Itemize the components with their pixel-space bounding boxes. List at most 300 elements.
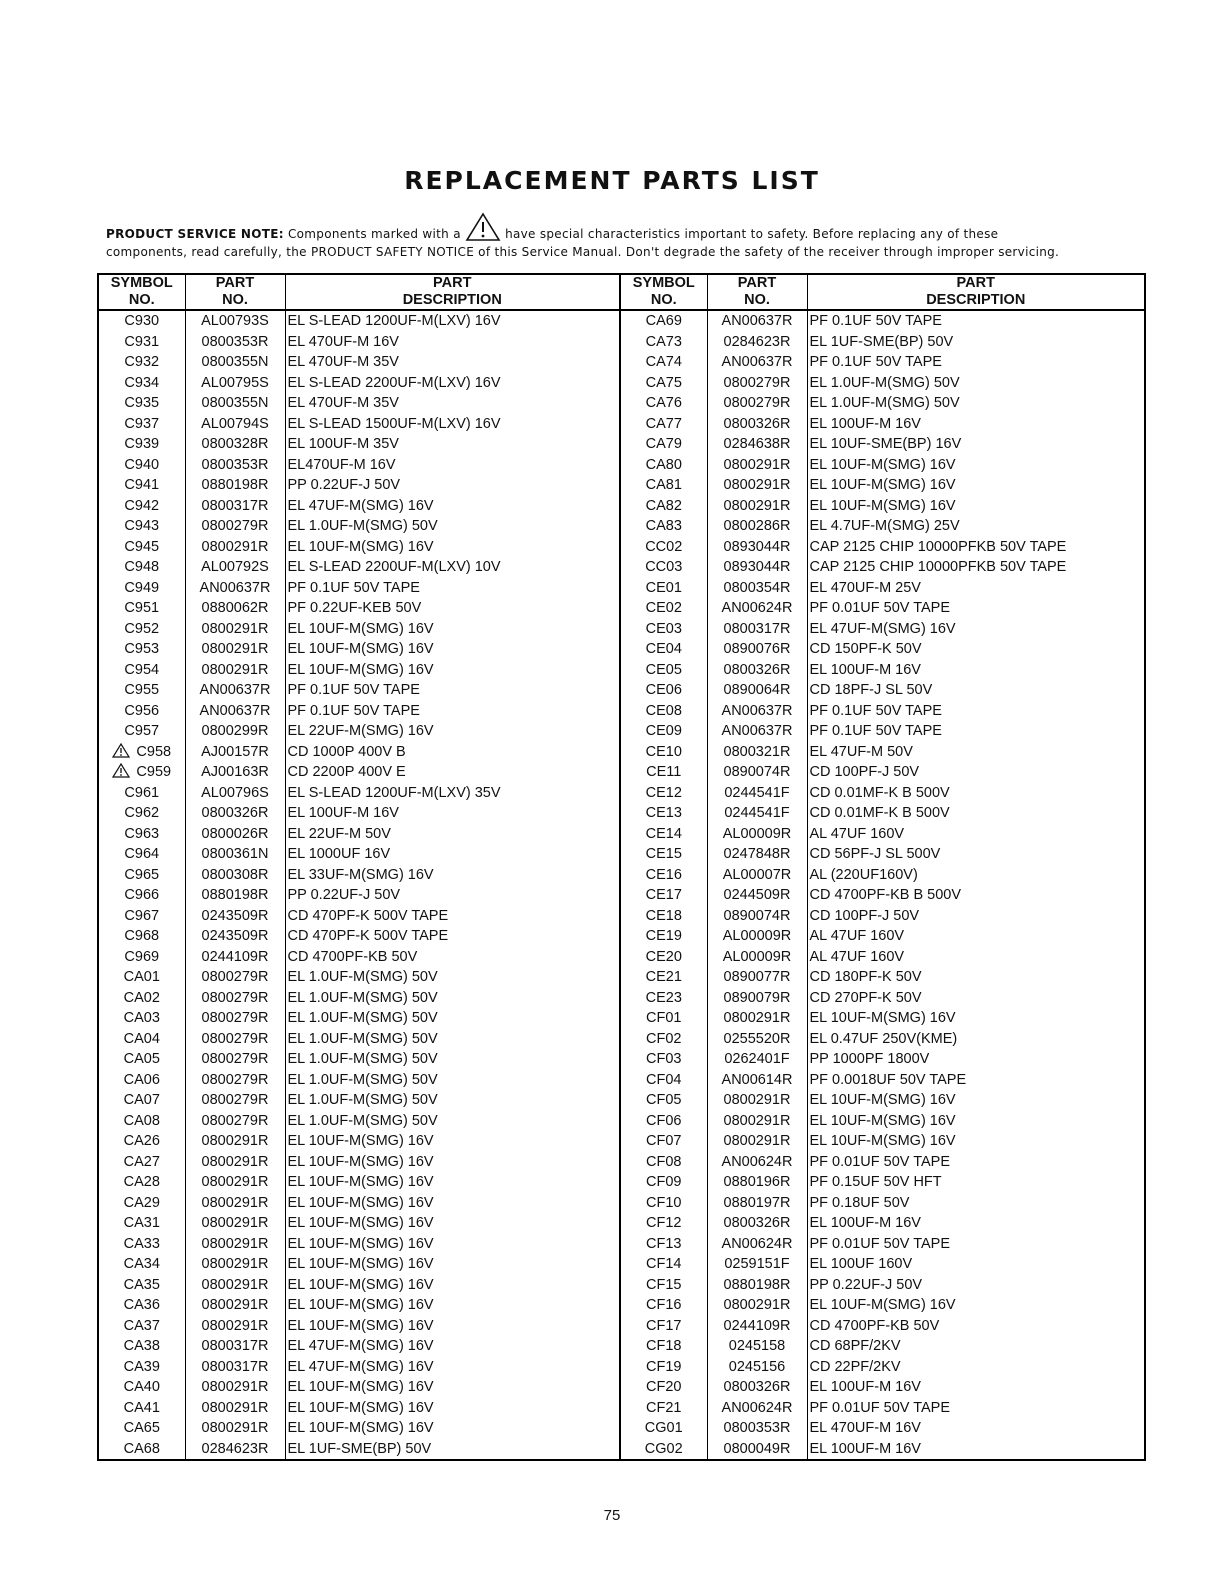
table-row	[98, 639, 1145, 660]
table-row	[98, 1398, 1145, 1419]
cell-part-no: 0284638R	[707, 434, 807, 455]
cell-description: PP 1000PF 1800V	[807, 1049, 1145, 1070]
cell-symbol: CE15	[620, 844, 707, 865]
cell-symbol	[98, 1008, 185, 1029]
note-line-1	[106, 212, 1156, 243]
symbol-no: CA35	[123, 1276, 160, 1293]
header-partno-line2: NO.	[222, 292, 248, 308]
cell-symbol	[98, 1172, 185, 1193]
symbol-no: C932	[124, 354, 160, 371]
cell-description: EL 100UF-M 35V	[285, 434, 620, 455]
table-row	[98, 475, 1145, 496]
cell-symbol	[98, 557, 185, 578]
header-symbol-line2: NO.	[128, 292, 155, 308]
cell-symbol: CE09	[620, 721, 707, 742]
cell-symbol	[98, 701, 185, 722]
symbol-no: C951	[124, 600, 160, 617]
table-row	[98, 1357, 1145, 1378]
cell-symbol	[98, 1439, 185, 1461]
cell-symbol: CE12	[620, 783, 707, 804]
cell-description: EL 1.0UF-M(SMG) 50V	[285, 1029, 620, 1050]
cell-description: EL 10UF-M(SMG) 16V	[807, 1008, 1145, 1029]
table-row	[98, 844, 1145, 865]
header-desc-line2: DESCRIPTION	[926, 292, 1026, 308]
cell-symbol: CA73	[620, 332, 707, 353]
cell-part-no: 0800279R	[185, 516, 285, 537]
header-desc-line1: PART	[956, 275, 995, 291]
cell-part-no: 0245158	[707, 1336, 807, 1357]
cell-description: EL 100UF-M 16V	[807, 1377, 1145, 1398]
cell-description: PP 0.22UF-J 50V	[285, 885, 620, 906]
cell-description: EL S-LEAD 1200UF-M(LXV) 35V	[285, 783, 620, 804]
table-row	[98, 1152, 1145, 1173]
cell-part-no: AL00794S	[185, 414, 285, 435]
cell-part-no: 0800291R	[707, 496, 807, 517]
cell-description: PF 0.1UF 50V TAPE	[807, 352, 1145, 373]
cell-symbol	[98, 988, 185, 1009]
cell-part-no: AL00009R	[707, 926, 807, 947]
cell-symbol	[98, 1213, 185, 1234]
cell-part-no: 0880198R	[185, 885, 285, 906]
cell-part-no: 0890079R	[707, 988, 807, 1009]
cell-part-no: 0800354R	[707, 578, 807, 599]
cell-part-no: AJ00157R	[185, 742, 285, 763]
cell-description: EL 100UF-M 16V	[807, 414, 1145, 435]
cell-description: CD 150PF-K 50V	[807, 639, 1145, 660]
cell-symbol: CF04	[620, 1070, 707, 1091]
cell-description: EL 10UF-M(SMG) 16V	[285, 1234, 620, 1255]
cell-symbol	[98, 496, 185, 517]
cell-part-no: 0800291R	[185, 1275, 285, 1296]
cell-symbol	[98, 1295, 185, 1316]
cell-part-no: 0800291R	[707, 1131, 807, 1152]
cell-symbol	[98, 660, 185, 681]
cell-symbol: CF12	[620, 1213, 707, 1234]
cell-description: EL 10UF-M(SMG) 16V	[285, 1275, 620, 1296]
cell-symbol	[98, 844, 185, 865]
cell-description: EL 1.0UF-M(SMG) 50V	[285, 967, 620, 988]
cell-description: EL 100UF-M 16V	[285, 803, 620, 824]
symbol-no: CA08	[123, 1112, 160, 1129]
cell-symbol	[98, 721, 185, 742]
cell-description: EL 10UF-M(SMG) 16V	[285, 1295, 620, 1316]
symbol-no: C954	[124, 661, 160, 678]
cell-part-no: 0800291R	[707, 1295, 807, 1316]
cell-description: EL 1.0UF-M(SMG) 50V	[285, 1111, 620, 1132]
symbol-no: C956	[124, 702, 160, 719]
cell-symbol: CF09	[620, 1172, 707, 1193]
cell-symbol: CF18	[620, 1336, 707, 1357]
table-row	[98, 1049, 1145, 1070]
cell-symbol	[98, 967, 185, 988]
table-row	[98, 1111, 1145, 1132]
table-row	[98, 783, 1145, 804]
symbol-no: C952	[124, 620, 160, 637]
cell-part-no: AN00624R	[707, 598, 807, 619]
symbol-no: CA01	[123, 969, 160, 986]
table-row	[98, 1172, 1145, 1193]
cell-symbol	[98, 1193, 185, 1214]
header-symbol-line1: SYMBOL	[110, 275, 173, 291]
cell-description: PF 0.15UF 50V HFT	[807, 1172, 1145, 1193]
cell-symbol	[98, 455, 185, 476]
cell-part-no: AL00009R	[707, 947, 807, 968]
cell-part-no: 0800279R	[185, 967, 285, 988]
table-row	[98, 1316, 1145, 1337]
cell-symbol	[98, 537, 185, 558]
cell-description: PF 0.22UF-KEB 50V	[285, 598, 620, 619]
cell-part-no: 0800279R	[185, 1111, 285, 1132]
cell-symbol: CE19	[620, 926, 707, 947]
table-row	[98, 742, 1145, 763]
cell-part-no: 0800355N	[185, 352, 285, 373]
cell-part-no: 0800291R	[185, 1193, 285, 1214]
table-row	[98, 537, 1145, 558]
symbol-no: C941	[124, 477, 160, 494]
cell-part-no: 0893044R	[707, 537, 807, 558]
cell-symbol	[98, 742, 185, 763]
symbol-no: C955	[124, 682, 160, 699]
cell-description: EL 1.0UF-M(SMG) 50V	[807, 373, 1145, 394]
cell-description: EL 10UF-M(SMG) 16V	[285, 660, 620, 681]
cell-part-no: 0800328R	[185, 434, 285, 455]
cell-part-no: 0800291R	[185, 1152, 285, 1173]
symbol-no: C961	[124, 784, 160, 801]
cell-symbol	[98, 332, 185, 353]
table-row	[98, 660, 1145, 681]
cell-part-no: AN00637R	[707, 352, 807, 373]
header-part-no	[185, 274, 285, 310]
cell-description: EL 47UF-M(SMG) 16V	[285, 1336, 620, 1357]
cell-part-no: 0800291R	[707, 1090, 807, 1111]
cell-description: EL 100UF-M 16V	[807, 1439, 1145, 1461]
table-row	[98, 516, 1145, 537]
symbol-no: C958	[136, 743, 172, 760]
cell-part-no: 0800291R	[185, 1295, 285, 1316]
cell-part-no: AN00624R	[707, 1234, 807, 1255]
symbol-no: CA39	[123, 1358, 160, 1375]
cell-part-no: 0243509R	[185, 906, 285, 927]
cell-symbol: CE05	[620, 660, 707, 681]
table-row	[98, 947, 1145, 968]
table-row	[98, 1193, 1145, 1214]
cell-symbol: CE11	[620, 762, 707, 783]
symbol-no: C942	[124, 497, 160, 514]
cell-part-no: 0800353R	[707, 1418, 807, 1439]
table-row	[98, 434, 1145, 455]
cell-symbol: CE03	[620, 619, 707, 640]
cell-part-no: 0800308R	[185, 865, 285, 886]
cell-symbol	[98, 434, 185, 455]
cell-part-no: AL00796S	[185, 783, 285, 804]
cell-part-no: 0259151F	[707, 1254, 807, 1275]
cell-part-no: 0244509R	[707, 885, 807, 906]
cell-symbol	[98, 1234, 185, 1255]
cell-part-no: 0800326R	[185, 803, 285, 824]
symbol-no: C966	[124, 887, 160, 904]
cell-symbol: CE18	[620, 906, 707, 927]
table-row	[98, 496, 1145, 517]
cell-description: EL 47UF-M(SMG) 16V	[285, 1357, 620, 1378]
cell-part-no: AN00614R	[707, 1070, 807, 1091]
symbol-no: C964	[124, 846, 160, 863]
cell-part-no: 0800291R	[185, 1254, 285, 1275]
header-symbol-line1: SYMBOL	[632, 275, 695, 291]
symbol-no: C968	[124, 928, 160, 945]
table-row	[98, 701, 1145, 722]
cell-description: EL 470UF-M 35V	[285, 352, 620, 373]
cell-part-no: AN00637R	[707, 701, 807, 722]
symbol-no: C969	[124, 948, 160, 965]
table-row	[98, 1029, 1145, 1050]
cell-description: EL 1.0UF-M(SMG) 50V	[285, 1049, 620, 1070]
cell-symbol: CG01	[620, 1418, 707, 1439]
table-row	[98, 332, 1145, 353]
cell-symbol: CF19	[620, 1357, 707, 1378]
cell-symbol: CE04	[620, 639, 707, 660]
cell-description: EL 470UF-M 16V	[807, 1418, 1145, 1439]
cell-part-no: AL00792S	[185, 557, 285, 578]
cell-symbol: CF16	[620, 1295, 707, 1316]
cell-description: EL 10UF-M(SMG) 16V	[285, 537, 620, 558]
cell-symbol: CF06	[620, 1111, 707, 1132]
table-row	[98, 1254, 1145, 1275]
symbol-no: C943	[124, 518, 160, 535]
cell-description: PF 0.1UF 50V TAPE	[807, 701, 1145, 722]
cell-part-no: 0880197R	[707, 1193, 807, 1214]
cell-part-no: 0800279R	[707, 373, 807, 394]
cell-description: PF 0.1UF 50V TAPE	[807, 310, 1145, 332]
symbol-no: CA33	[123, 1235, 160, 1252]
cell-part-no: 0890074R	[707, 762, 807, 783]
cell-symbol: CA74	[620, 352, 707, 373]
cell-description: CD 270PF-K 50V	[807, 988, 1145, 1009]
symbol-no: CA65	[123, 1420, 160, 1437]
cell-part-no: AL00793S	[185, 310, 285, 332]
cell-description: EL 470UF-M 35V	[285, 393, 620, 414]
cell-symbol	[98, 373, 185, 394]
cell-description: PF 0.1UF 50V TAPE	[285, 578, 620, 599]
symbol-no: C965	[124, 866, 160, 883]
symbol-no: C930	[124, 313, 160, 330]
symbol-no: CA38	[123, 1338, 160, 1355]
note-line-2: components, read carefully, the PRODUCT SAFETY NOTICE of this Service Manual. Don't degrade the safety of the receiver through improper servicing.	[106, 245, 1060, 259]
header-partno-line1: PART	[215, 275, 255, 291]
cell-description: EL 1.0UF-M(SMG) 50V	[285, 988, 620, 1009]
cell-symbol	[98, 1418, 185, 1439]
table-row	[98, 619, 1145, 640]
cell-symbol: CA82	[620, 496, 707, 517]
cell-part-no: 0800291R	[185, 660, 285, 681]
cell-part-no: 0800326R	[707, 414, 807, 435]
cell-symbol	[98, 762, 185, 783]
cell-description: CD 68PF/2KV	[807, 1336, 1145, 1357]
symbol-no: CA29	[123, 1194, 160, 1211]
cell-part-no: AN00624R	[707, 1398, 807, 1419]
header-part-no	[707, 274, 807, 310]
table-row	[98, 1295, 1145, 1316]
cell-part-no: AN00637R	[185, 701, 285, 722]
cell-description: EL 10UF-M(SMG) 16V	[285, 1213, 620, 1234]
cell-description: EL 33UF-M(SMG) 16V	[285, 865, 620, 886]
symbol-no: CA26	[123, 1133, 160, 1150]
symbol-no: C962	[124, 805, 160, 822]
cell-part-no: 0800049R	[707, 1439, 807, 1461]
cell-description: PF 0.01UF 50V TAPE	[807, 1234, 1145, 1255]
cell-symbol	[98, 414, 185, 435]
cell-part-no: 0800291R	[185, 1234, 285, 1255]
symbol-no: CA40	[123, 1379, 160, 1396]
cell-part-no: 0880196R	[707, 1172, 807, 1193]
cell-description: EL 1.0UF-M(SMG) 50V	[285, 1008, 620, 1029]
cell-part-no: 0800353R	[185, 455, 285, 476]
table-row	[98, 1275, 1145, 1296]
cell-description: EL 470UF-M 25V	[807, 578, 1145, 599]
cell-part-no: 0800026R	[185, 824, 285, 845]
cell-description: EL 10UF-M(SMG) 16V	[285, 1316, 620, 1337]
cell-part-no: 0800279R	[185, 1049, 285, 1070]
cell-symbol	[98, 885, 185, 906]
cell-description: EL 10UF-M(SMG) 16V	[807, 496, 1145, 517]
symbol-no: C931	[124, 333, 160, 350]
cell-description: EL 10UF-M(SMG) 16V	[285, 619, 620, 640]
table-row	[98, 578, 1145, 599]
cell-symbol: CF21	[620, 1398, 707, 1419]
cell-description: EL 10UF-M(SMG) 16V	[285, 1172, 620, 1193]
cell-symbol: CF14	[620, 1254, 707, 1275]
table-row	[98, 803, 1145, 824]
cell-part-no: 0800321R	[707, 742, 807, 763]
cell-description: CD 4700PF-KB 50V	[807, 1316, 1145, 1337]
cell-part-no: AN00637R	[707, 310, 807, 332]
cell-symbol: CF07	[620, 1131, 707, 1152]
table-row	[98, 455, 1145, 476]
cell-symbol	[98, 865, 185, 886]
cell-symbol	[98, 803, 185, 824]
cell-symbol: CE14	[620, 824, 707, 845]
cell-part-no: 0890076R	[707, 639, 807, 660]
table-row	[98, 1213, 1145, 1234]
cell-part-no: 0800317R	[185, 496, 285, 517]
header-desc-line1: PART	[433, 275, 472, 291]
cell-description: PP 0.22UF-J 50V	[285, 475, 620, 496]
cell-symbol	[98, 926, 185, 947]
cell-symbol: CA80	[620, 455, 707, 476]
table-row	[98, 557, 1145, 578]
cell-description: EL S-LEAD 1500UF-M(LXV) 16V	[285, 414, 620, 435]
parts-table-body	[98, 310, 1145, 1460]
table-row	[98, 988, 1145, 1009]
header-part-description	[285, 274, 620, 310]
cell-part-no: 0880198R	[707, 1275, 807, 1296]
cell-description: CD 4700PF-KB 50V	[285, 947, 620, 968]
cell-description: EL 100UF-M 16V	[807, 1213, 1145, 1234]
note-text-before: Components marked with a	[283, 227, 465, 241]
symbol-no: CA31	[123, 1215, 160, 1232]
cell-symbol	[98, 824, 185, 845]
cell-part-no: 0800291R	[707, 475, 807, 496]
cell-symbol: CA69	[620, 310, 707, 332]
cell-part-no: 0800291R	[707, 1111, 807, 1132]
cell-description: EL 1.0UF-M(SMG) 50V	[285, 1070, 620, 1091]
cell-symbol	[98, 1111, 185, 1132]
table-row	[98, 762, 1145, 783]
cell-description: CD 2200P 400V E	[285, 762, 620, 783]
table-row	[98, 352, 1145, 373]
cell-symbol	[98, 516, 185, 537]
cell-symbol	[98, 393, 185, 414]
cell-symbol	[98, 1275, 185, 1296]
cell-part-no: 0800291R	[185, 1131, 285, 1152]
cell-symbol: CE21	[620, 967, 707, 988]
cell-symbol: CF02	[620, 1029, 707, 1050]
cell-symbol: CE17	[620, 885, 707, 906]
cell-description: CD 22PF/2KV	[807, 1357, 1145, 1378]
cell-description: EL 100UF-M 16V	[807, 660, 1145, 681]
cell-description: CD 4700PF-KB B 500V	[807, 885, 1145, 906]
cell-part-no: 0800286R	[707, 516, 807, 537]
cell-symbol	[98, 947, 185, 968]
cell-part-no: AJ00163R	[185, 762, 285, 783]
symbol-no: CA36	[123, 1297, 160, 1314]
cell-description: EL 10UF-M(SMG) 16V	[807, 1090, 1145, 1111]
cell-symbol: CE16	[620, 865, 707, 886]
table-row	[98, 824, 1145, 845]
table-row	[98, 885, 1145, 906]
table-row	[98, 393, 1145, 414]
table-row	[98, 310, 1145, 332]
symbol-no: C949	[124, 579, 160, 596]
cell-part-no: 0800291R	[185, 537, 285, 558]
note-text-after: have special characteristics important to safety. Before replacing any of these	[500, 227, 999, 241]
cell-part-no: AL00007R	[707, 865, 807, 886]
cell-symbol	[98, 598, 185, 619]
cell-part-no: 0800291R	[185, 639, 285, 660]
cell-part-no: 0800279R	[185, 1090, 285, 1111]
cell-description: EL 10UF-SME(BP) 16V	[807, 434, 1145, 455]
cell-description: PF 0.01UF 50V TAPE	[807, 1152, 1145, 1173]
cell-symbol: CA77	[620, 414, 707, 435]
cell-description: PF 0.1UF 50V TAPE	[285, 680, 620, 701]
symbol-no: CA27	[123, 1153, 160, 1170]
cell-part-no: 0800326R	[707, 1377, 807, 1398]
symbol-no: C963	[124, 825, 160, 842]
cell-part-no: AN00637R	[185, 680, 285, 701]
note-label: PRODUCT SERVICE NOTE:	[106, 227, 284, 241]
cell-part-no: 0890074R	[707, 906, 807, 927]
cell-description: EL 1UF-SME(BP) 50V	[285, 1439, 620, 1461]
cell-description: PF 0.01UF 50V TAPE	[807, 1398, 1145, 1419]
table-row	[98, 598, 1145, 619]
cell-description: PF 0.1UF 50V TAPE	[285, 701, 620, 722]
symbol-no: C934	[124, 374, 160, 391]
header-partno-line2: NO.	[744, 292, 770, 308]
cell-description: EL 10UF-M(SMG) 16V	[285, 1193, 620, 1214]
cell-description: CD 56PF-J SL 500V	[807, 844, 1145, 865]
cell-part-no: 0244541F	[707, 783, 807, 804]
cell-description: PP 0.22UF-J 50V	[807, 1275, 1145, 1296]
header-partno-line1: PART	[737, 275, 777, 291]
cell-part-no: 0244109R	[707, 1316, 807, 1337]
cell-part-no: 0800279R	[185, 1008, 285, 1029]
cell-description: PF 0.1UF 50V TAPE	[807, 721, 1145, 742]
table-row	[98, 721, 1145, 742]
table-row	[98, 926, 1145, 947]
cell-symbol: CF08	[620, 1152, 707, 1173]
cell-part-no: AN00637R	[707, 721, 807, 742]
cell-symbol: CA79	[620, 434, 707, 455]
cell-part-no: 0880198R	[185, 475, 285, 496]
